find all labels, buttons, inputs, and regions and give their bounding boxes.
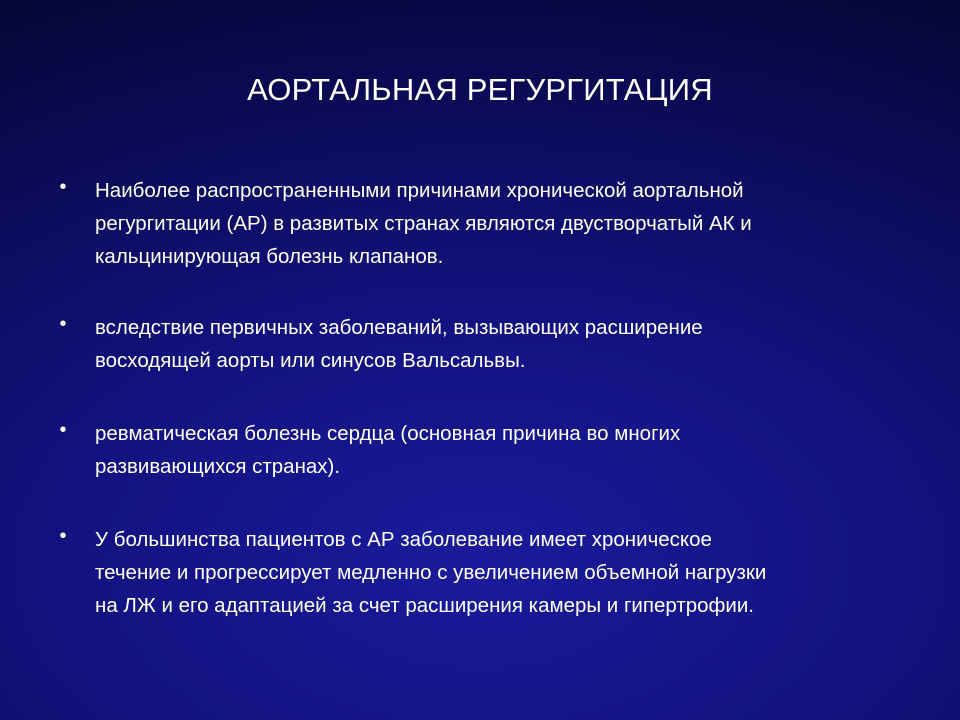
bullet-text-line: на ЛЖ и его адаптацией за счет расширения камеры и гипертрофии. xyxy=(95,594,754,617)
bullet-text-line: вследствие первичных заболеваний, вызывающих расширение xyxy=(95,316,703,339)
bullet-text-line: восходящей аорты или синусов Вальсальвы. xyxy=(95,349,526,372)
bullet-text-line: кальцинирующая болезнь клапанов. xyxy=(95,245,444,268)
bullet-item xyxy=(56,174,916,273)
slide-title: АОРТАЛЬНАЯ РЕГУРГИТАЦИЯ xyxy=(247,72,713,107)
bullet-item xyxy=(56,311,916,377)
bullet-item xyxy=(56,417,916,483)
bullet-text-line: развивающихся странах). xyxy=(95,455,341,478)
bullet-list xyxy=(56,174,916,660)
bullet-text-line: регургитации (АР) в развитых странах являются двустворчатый АК и xyxy=(95,212,752,235)
bullet-text-line: У большинства пациентов с АР заболевание имеет хроническое xyxy=(95,528,712,551)
bullet-icon: • xyxy=(59,176,67,198)
bullet-icon: • xyxy=(59,419,67,441)
bullet-text-line: течение и прогрессирует медленно с увеличением объемной нагрузки xyxy=(95,561,767,584)
bullet-text-line: Наиболее распространенными причинами хронической аортальной xyxy=(95,179,744,202)
bullet-icon: • xyxy=(59,525,67,547)
bullet-icon: • xyxy=(59,313,67,335)
bullet-item xyxy=(56,523,916,622)
bullet-text-line: ревматическая болезнь сердца (основная причина во многих xyxy=(95,422,681,445)
